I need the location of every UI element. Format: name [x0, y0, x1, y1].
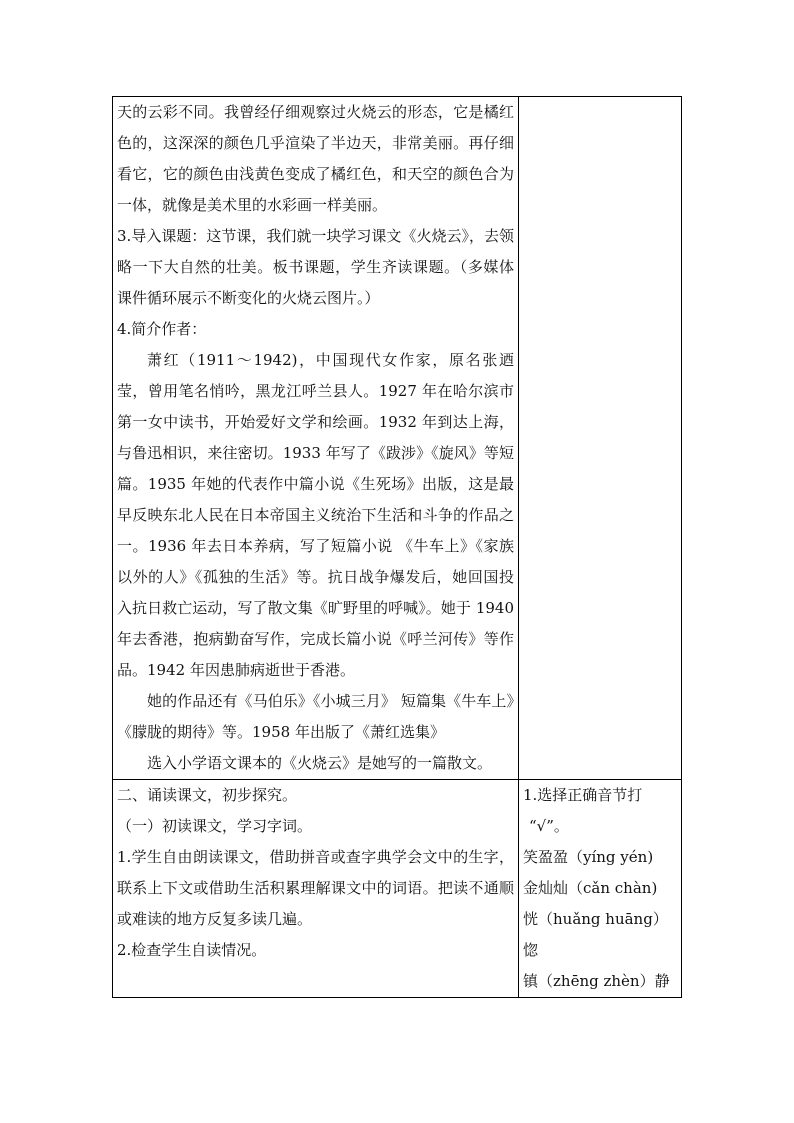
author-heading: 4.简介作者：: [117, 320, 207, 338]
lesson-plan-table: [112, 96, 682, 998]
lead-in-paragraph: 3.导入课题：这节课，我们就一块学习课文《火烧云》，去领略一下大自然的壮美。板书课题，学生齐读课题。（多媒体课件循环展示不断变化的火烧云图片。）: [117, 227, 514, 307]
exercise-item: 镇（zhēng zhèn）静: [523, 972, 670, 990]
subsection-heading: （一）初读课文，学习字词。: [117, 817, 313, 835]
section-heading: 二、诵读课文，初步探究。: [117, 786, 298, 804]
notes-cell: [519, 97, 682, 780]
procedure-cell: [113, 780, 519, 998]
exercise-item: 恍（huǎng huāng）惚: [523, 910, 668, 959]
exercise-item: 笑盈盈（yíng yén): [523, 848, 654, 866]
procedure-cell: [113, 97, 519, 780]
exercise-instruction: 1.选择正确音节打: [523, 786, 643, 804]
textbook-paragraph: 选入小学语文课本的《火烧云》是她写的一篇散文。: [147, 754, 493, 772]
exercise-instruction: “√”。: [529, 817, 569, 835]
exercise-cell: [519, 780, 682, 998]
step-paragraph: 2.检查学生自读情况。: [117, 941, 267, 959]
exercise-item: 金灿灿（cǎn chàn): [523, 879, 658, 897]
table-row: [113, 97, 682, 780]
author-bio-paragraph: 萧红（1911～1942)，中国现代女作家，原名张迺莹，曾用笔名悄吟，黑龙江呼兰县人。1927 年在哈尔滨市第一女中读书，开始爱好文学和绘画。1932 年到达上海，与鲁迅相识，来往密切。1933 年写了《跋涉》《旋风》等短篇。1935 年她的代表作中篇小说《生死场》出版，这是最早反映东北人民在日本帝国主义统治下生活和斗争的作品之一。1936 年去日本养病，写了短篇小说 《牛车上》《家族以外的人》《孤独的生活》等。抗日战争爆发后，她回国投入抗日救亡运动，写了散文集《旷野里的呼喊》。她于 1940 年去香港，抱病勤奋写作，完成长篇小说《呼兰河传》等作品。1942 年因患肺病逝世于香港。: [117, 351, 514, 679]
intro-paragraph: 天的云彩不同。我曾经仔细观察过火烧云的形态，它是橘红色的，这深深的颜色几乎渲染了半边天，非常美丽。再仔细看它，它的颜色由浅黄色变成了橘红色，和天空的颜色合为一体，就像是美术里的水彩画一样美丽。: [117, 103, 514, 214]
step-paragraph: 1.学生自由朗读课文，借助拼音或查字典学会文中的生字，联系上下文或借助生活积累理解课文中的词语。把读不通顺或难读的地方反复多读几遍。: [117, 848, 514, 928]
table-row: [113, 780, 682, 998]
works-paragraph: 她的作品还有《马伯乐》《小城三月》 短篇集《牛车上》《朦胧的期待》等。1958 年出版了《萧红选集》: [117, 692, 514, 741]
